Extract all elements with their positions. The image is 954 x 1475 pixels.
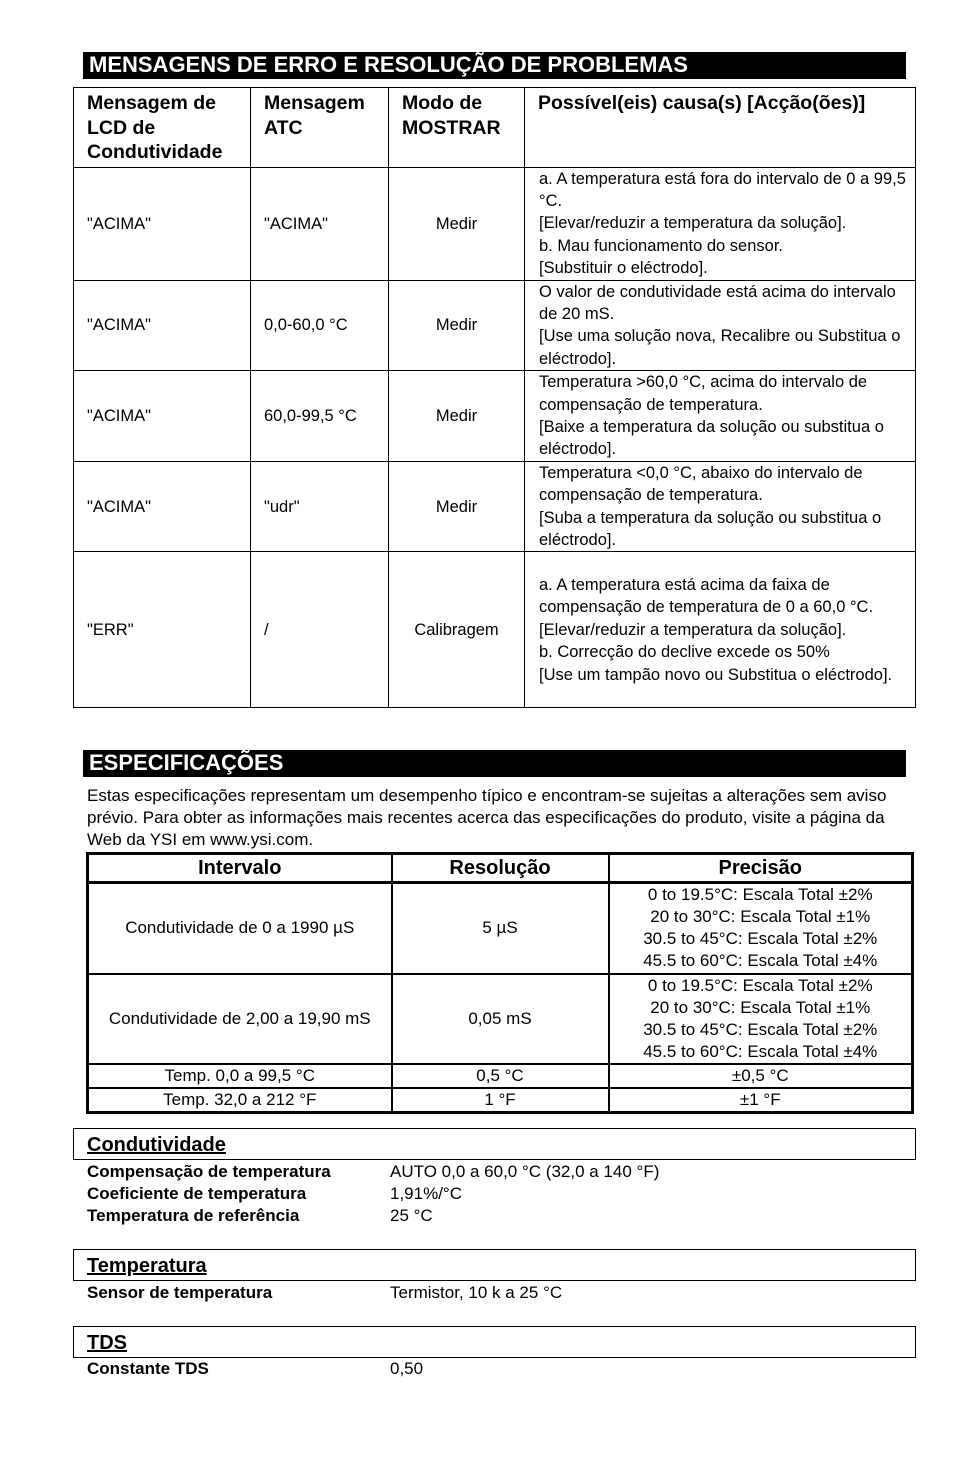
display-mode: Medir xyxy=(389,461,525,552)
error-table xyxy=(73,87,916,708)
possible-cause xyxy=(525,167,916,280)
spec-label: Constante TDS xyxy=(87,1359,209,1378)
specs-section-title: ESPECIFICAÇÕES xyxy=(83,750,906,777)
error-row xyxy=(74,461,916,552)
header-display-mode: Modo de MOSTRAR xyxy=(389,88,525,168)
accuracy-line: 20 to 30°C: Escala Total ±1% xyxy=(650,907,871,927)
spec-accuracy: ±0,5 °C xyxy=(609,1064,913,1088)
spec-range: Temp. 0,0 a 99,5 °C xyxy=(88,1064,392,1088)
header-range: Intervalo xyxy=(88,854,392,883)
cause-line: a. A temperatura está acima da faixa de compensação de temperatura de 0 a 60,0 °C. xyxy=(539,575,874,617)
possible-cause xyxy=(525,371,916,462)
spec-resolution: 5 µS xyxy=(392,883,609,974)
lcd-message: "ACIMA" xyxy=(74,371,251,462)
spec-accuracy xyxy=(609,883,913,974)
header-resolution: Resolução xyxy=(392,854,609,883)
display-mode: Calibragem xyxy=(389,552,525,708)
accuracy-line: 45.5 to 60°C: Escala Total ±4% xyxy=(643,951,878,971)
accuracy-line: 0 to 19.5°C: Escala Total ±2% xyxy=(647,885,873,905)
spec-label: Coeficiente de temperatura xyxy=(87,1184,307,1203)
spec-value: Termistor, 10 k a 25 °C xyxy=(390,1283,563,1302)
spec-value: 1,91%/°C xyxy=(390,1184,463,1203)
spec-range: Condutividade de 0 a 1990 µS xyxy=(88,883,392,974)
cause-line: Temperatura >60,0 °C, acima do intervalo de compensação de temperatura. xyxy=(539,373,868,414)
lcd-message: "ACIMA" xyxy=(74,461,251,552)
errors-section-title: MENSAGENS DE ERRO E RESOLUÇÃO DE PROBLEMAS xyxy=(83,52,906,79)
atc-message: 0,0-60,0 °C xyxy=(251,280,389,371)
possible-cause xyxy=(525,280,916,371)
cause-line: [Use um tampão novo ou Substitua o eléctrodo]. xyxy=(539,665,893,684)
spec-label: Compensação de temperatura xyxy=(87,1162,331,1181)
spec-item xyxy=(87,1358,423,1380)
display-mode: Medir xyxy=(389,167,525,280)
spec-accuracy xyxy=(609,974,913,1064)
spec-accuracy: ±1 °F xyxy=(609,1088,913,1113)
spec-range: Condutividade de 2,00 a 19,90 mS xyxy=(88,974,392,1064)
cause-line: Temperatura <0,0 °C, abaixo do intervalo de compensação de temperatura. xyxy=(539,463,863,505)
spec-item xyxy=(87,1161,659,1183)
spec-resolution: 1 °F xyxy=(392,1088,609,1113)
cause-line: [Baixe a temperatura da solução ou substitua o eléctrodo]. xyxy=(539,417,884,459)
spec-resolution: 0,05 mS xyxy=(392,974,609,1064)
error-row xyxy=(74,371,916,462)
specs-intro: Estas especificações representam um desempenho típico e encontram-se sujeitas a alterações sem aviso prévio. Para obter as informações mais recentes acerca das especificações do produto, visite a página da Web da YSI em www.ysi.com. xyxy=(87,786,887,849)
spec-table xyxy=(86,852,914,1114)
spec-row xyxy=(88,974,913,1064)
spec-item xyxy=(87,1282,562,1304)
spec-row xyxy=(88,883,913,974)
cause-line: [Elevar/reduzir a temperatura da solução]. xyxy=(539,620,847,639)
error-table-header-row xyxy=(74,88,916,168)
cause-line: [Substituir o eléctrodo]. xyxy=(539,259,708,278)
spec-row xyxy=(88,1064,913,1088)
header-possible-causes: Possível(eis) causa(s) [Acção(ões)] xyxy=(525,88,916,168)
atc-message: "ACIMA" xyxy=(251,167,389,280)
cause-line: b. Mau funcionamento do sensor. xyxy=(539,236,783,255)
tds-heading: TDS xyxy=(73,1326,916,1358)
error-row xyxy=(74,552,916,708)
header-lcd-message: Mensagem de LCD de Condutividade xyxy=(74,88,251,168)
atc-message: 60,0-99,5 °C xyxy=(251,371,389,462)
display-mode: Medir xyxy=(389,280,525,371)
accuracy-line: 0 to 19.5°C: Escala Total ±2% xyxy=(647,975,873,995)
lcd-message: "ACIMA" xyxy=(74,167,251,280)
spec-resolution: 0,5 °C xyxy=(392,1064,609,1088)
conductivity-heading: Condutividade xyxy=(73,1128,916,1160)
spec-label: Sensor de temperatura xyxy=(87,1283,273,1302)
header-atc-message: Mensagem ATC xyxy=(251,88,389,168)
cause-line: [Use uma solução nova, Recalibre ou Substitua o eléctrodo]. xyxy=(539,327,901,368)
accuracy-line: 20 to 30°C: Escala Total ±1% xyxy=(650,997,871,1017)
spec-range: Temp. 32,0 a 212 °F xyxy=(88,1088,392,1113)
lcd-message: "ACIMA" xyxy=(74,280,251,371)
possible-cause xyxy=(525,461,916,552)
temperature-heading: Temperatura xyxy=(73,1249,916,1281)
accuracy-line: 30.5 to 45°C: Escala Total ±2% xyxy=(643,929,878,949)
cause-line: b. Correcção do declive excede os 50% xyxy=(539,643,830,662)
spec-value: 0,50 xyxy=(390,1359,424,1378)
accuracy-line: 45.5 to 60°C: Escala Total ±4% xyxy=(643,1041,878,1061)
header-accuracy: Precisão xyxy=(609,854,913,883)
spec-value: 25 °C xyxy=(390,1206,433,1225)
possible-cause xyxy=(525,552,916,708)
spec-table-header-row xyxy=(88,854,913,883)
cause-line: a. A temperatura está fora do intervalo de 0 a 99,5 °C. xyxy=(539,169,906,210)
atc-message: / xyxy=(251,552,389,708)
error-row xyxy=(74,167,916,280)
spec-row xyxy=(88,1088,913,1113)
accuracy-line: 30.5 to 45°C: Escala Total ±2% xyxy=(643,1019,878,1039)
spec-item xyxy=(87,1205,433,1227)
error-row xyxy=(74,280,916,371)
cause-line: O valor de condutividade está acima do intervalo de 20 mS. xyxy=(539,282,896,323)
spec-value: AUTO 0,0 a 60,0 °C (32,0 a 140 °F) xyxy=(390,1162,660,1181)
spec-label: Temperatura de referência xyxy=(87,1206,300,1225)
display-mode: Medir xyxy=(389,371,525,462)
cause-line: [Suba a temperatura da solução ou substitua o eléctrodo]. xyxy=(539,508,882,549)
lcd-message: "ERR" xyxy=(74,552,251,708)
cause-line: [Elevar/reduzir a temperatura da solução]. xyxy=(539,214,847,233)
spec-item xyxy=(87,1183,462,1205)
atc-message: "udr" xyxy=(251,461,389,552)
